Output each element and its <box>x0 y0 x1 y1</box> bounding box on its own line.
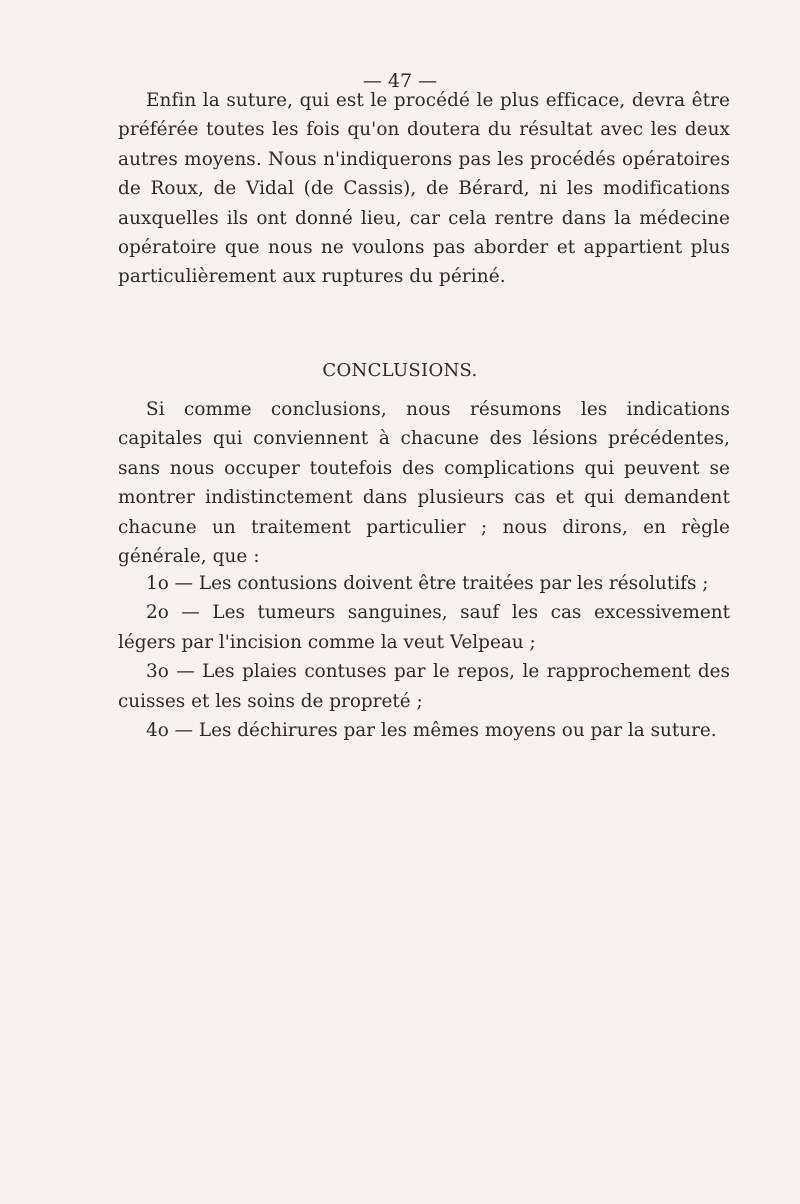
list-item: 3o — Les plaies contuses par le repos, le rapprochement des cuisses et les soins de propreté ; <box>118 661 730 712</box>
section-heading-conclusions: CONCLUSIONS. <box>322 360 478 381</box>
paragraph-conclusions <box>118 395 730 571</box>
list-item: 2o — Les tumeurs sanguines, sauf les cas excessivement légers par l'incision comme la veut Velpeau ; <box>118 602 730 653</box>
list-item: 4o — Les déchirures par les mêmes moyens ou par la suture. <box>146 720 717 742</box>
paragraph-suture <box>118 86 730 292</box>
page-number: — 47 — <box>362 70 438 92</box>
conclusions-list <box>118 569 730 745</box>
paragraph-suture-text: Enfin la suture, qui est le procédé le plus efficace, devra être préférée toutes les fois qu'on doutera du résultat avec les deux autres moyens. Nous n'indiquerons pas les procédés opératoires de Roux, de Vidal (de Cassis), de Bérard, ni les modifications auxquelles ils ont donné lieu, car cela rentre dans la médecine opératoire que nous ne voulons pas aborder et appartient plus particulièrement aux ruptures du périné. <box>118 90 730 288</box>
paragraph-conclusions-text: Si comme conclusions, nous résumons les indications capitales qui conviennent à chacune des lésions précédentes, sans nous occuper toutefois des complications qui peuvent se montrer indistinctement dans plusieurs cas et qui demandent chacune un traitement particulier ; nous dirons, en règle générale, que : <box>118 399 730 568</box>
list-item: 1o — Les contusions doivent être traitées par les résolutifs ; <box>146 573 709 594</box>
